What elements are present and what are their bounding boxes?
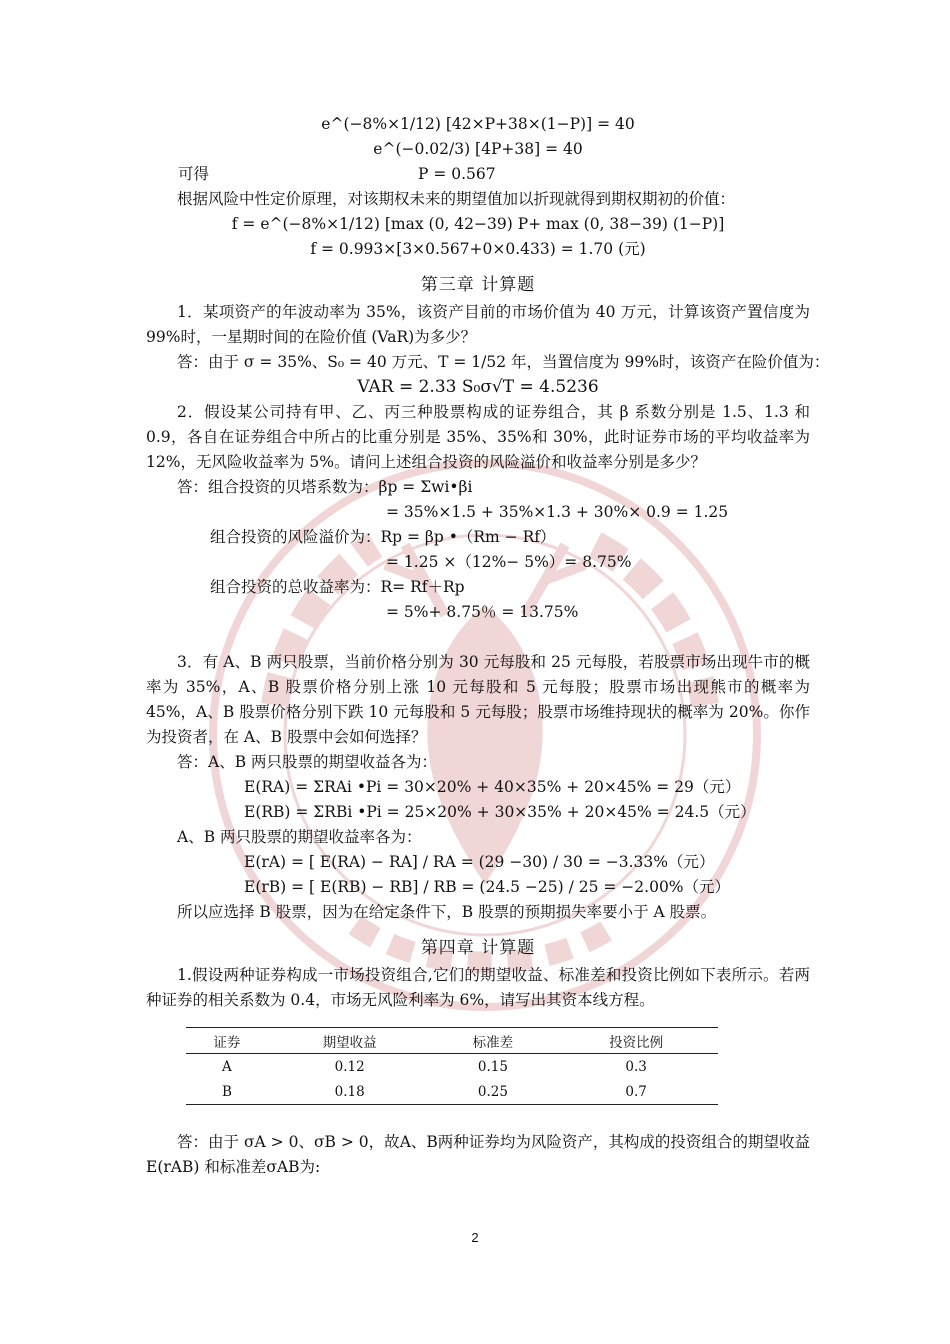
- document-body: [146, 112, 830, 1180]
- answer-line: E(RA) = ΣRAi •Pi = 30×20% + 40×35% + 20×45% = 29（元）: [244, 778, 741, 796]
- page-number: 2: [471, 1230, 479, 1245]
- question: 3．有 A、B 两只股票，当前价格分别为 30 元每股和 25 元每股，若股票市场出现牛市的概率为 35%，A、B 股票价格分别上涨 10 元每股和 5 元每股；股票市场出现熊市的概率为 45%，A、B 股票价格分别下跌 10 元每股和 5 元每股；股票市场维持现状的概率为 20%。你作为投资者，在 A、B 股票中会如何选择？: [146, 653, 810, 746]
- answer-line: E(rB) = [ E(RB) − RB] / RB = (24.5 −25) / 25 = −2.00%（元）: [244, 878, 731, 896]
- table-cell: 0.18: [334, 1083, 365, 1100]
- table-cell: 0.25: [477, 1083, 508, 1100]
- answer-line: E(RB) = ΣRBi •Pi = 25×20% + 30×35% + 20×45% = 24.5（元）: [244, 803, 756, 821]
- answer: 答：由于 σA > 0、σB > 0，故A、B两种证券均为风险资产，其构成的投资组合的期望收益E(rAB) 和标准差σAB为:: [146, 1133, 810, 1176]
- table-header-row: [186, 1028, 718, 1054]
- table-cell: 0.7: [625, 1083, 647, 1100]
- answer-line: 所以应选择 B 股票，因为在给定条件下，B 股票的预期损失率要小于 A 股票。: [177, 903, 717, 921]
- paragraph: 根据风险中性定价原理，对该期权未来的期望值加以折现就得到期权期初的价值：: [177, 190, 736, 208]
- question: 1.假设两种证券构成一市场投资组合,它们的期望收益、标准差和投资比例如下表所示。若两种证券的相关系数为 0.4，市场无风险利率为 6%，请写出其资本线方程。: [146, 966, 810, 1009]
- kede-text: 可得: [178, 165, 210, 183]
- answer-line: = 5%+ 8.75％ = 13.75%: [386, 603, 579, 621]
- answer-line: 答：A、B 两只股票的期望收益各为：: [177, 753, 438, 771]
- equation: e^(−0.02/3) [4P+38] = 40: [373, 140, 583, 158]
- answer-line: = 1.25 ×（12%− 5%）= 8.75%: [386, 553, 632, 571]
- question: 1．某项资产的年波动率为 35%，该资产目前的市场价值为 40 万元，计算该资产置信度为 99%时，一星期时间的在险价值 (VaR)为多少？: [146, 303, 810, 346]
- table-row: [186, 1054, 718, 1080]
- result-line: [146, 162, 810, 187]
- table-header: 证券: [213, 1034, 241, 1051]
- answer-line: A、B 两只股票的期望收益率各为：: [177, 828, 422, 846]
- answer: 答：由于 σ = 35%、S₀ = 40 万元、T = 1/52 年，当置信度为 99%时，该资产在险价值为：: [177, 353, 830, 371]
- table-cell: 0.3: [625, 1058, 647, 1075]
- answer-line: 答：组合投资的贝塔系数为：βp = Σwi•βi: [177, 478, 473, 496]
- equation: f = e^(−8%×1/12) [max (0, 42−39) P+ max (0, 38−39) (1−P)]: [231, 215, 725, 233]
- table-cell: B: [221, 1083, 232, 1100]
- table-header: 标准差: [472, 1034, 514, 1051]
- table-cell: 0.15: [477, 1058, 508, 1075]
- p-value: P = 0.567: [418, 165, 496, 183]
- answer-line: E(rA) = [ E(RA) − RA] / RA = (29 −30) / 30 = −3.33%（元）: [244, 853, 715, 871]
- equation: f = 0.993×[3×0.567+0×0.433) = 1.70 (元): [310, 240, 646, 258]
- equation: e^(−8%×1/12) [42×P+38×(1−P)] = 40: [321, 115, 635, 133]
- table-header: 期望收益: [322, 1034, 377, 1051]
- chapter-heading: 第三章 计算题: [420, 275, 536, 295]
- answer-line: 组合投资的总收益率为：R= Rf＋Rp: [210, 578, 465, 596]
- table-cell: 0.12: [334, 1058, 365, 1075]
- securities-table: [186, 1027, 718, 1105]
- equation: VAR = 2.33 S₀σ√T = 4.5236: [357, 377, 599, 397]
- answer-line: 组合投资的风险溢价为：Rp = βp •（Rm − Rf）: [210, 528, 556, 546]
- table-header: 投资比例: [609, 1034, 664, 1051]
- answer-line: = 35%×1.5 + 35%×1.3 + 30%× 0.9 = 1.25: [386, 503, 729, 521]
- table-cell: A: [222, 1058, 232, 1075]
- table-row: [186, 1079, 718, 1105]
- question: 2．假设某公司持有甲、乙、丙三种股票构成的证券组合，其 β 系数分别是 1.5、1.3 和 0.9，各自在证券组合中所占的比重分别是 35%、35%和 30%，此时证券市场的平均收益率为 12%，无风险收益率为 5%。请问上述组合投资的风险溢价和收益率分别是多少？: [146, 403, 810, 471]
- chapter-heading: 第四章 计算题: [420, 938, 536, 958]
